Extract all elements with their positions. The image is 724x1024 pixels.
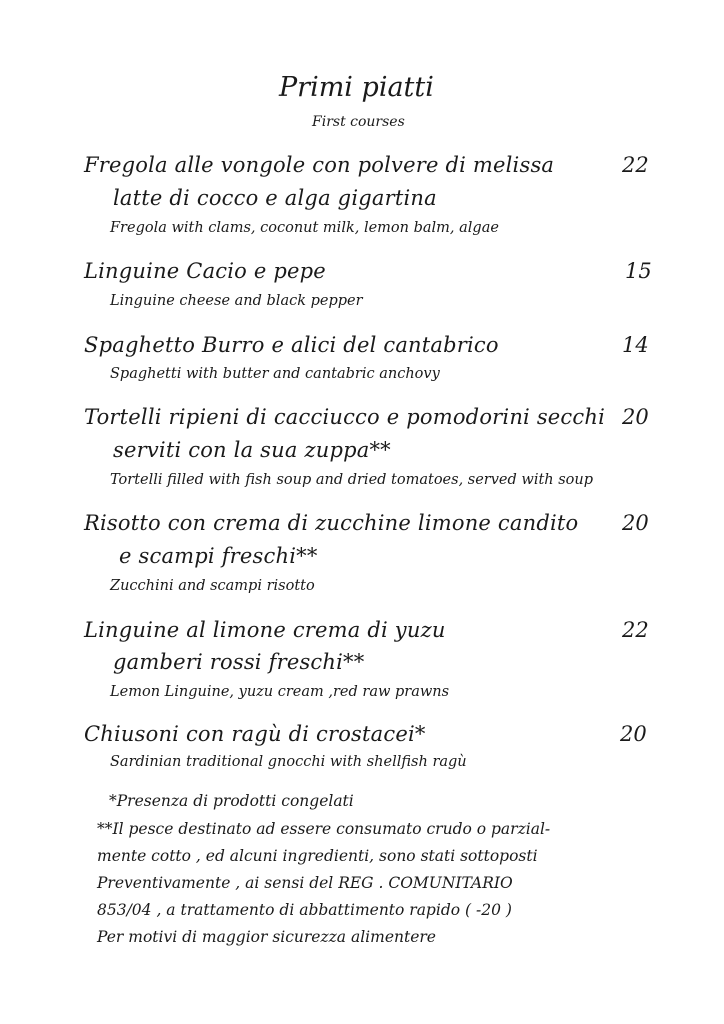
dish-translation: Sardinian traditional gnocchi with shellfish ragù <box>110 754 467 770</box>
note-line: Per motivi di maggior sicurezza alimentere <box>97 928 436 946</box>
note-line: **Il pesce destinato ad essere consumato crudo o parzial- <box>97 820 551 838</box>
dish-name-line: gamberi rossi freschi** <box>113 650 365 674</box>
dish-translation: Zucchini and scampi risotto <box>110 578 315 594</box>
dish-price: 20 <box>620 722 647 746</box>
dish-price: 14 <box>622 333 649 357</box>
dish-name-line: e scampi freschi** <box>119 544 318 568</box>
dish-name-line: Risotto con crema di zucchine limone candito <box>84 511 579 535</box>
note-line: Preventivamente , ai sensi del REG . COMUNITARIO <box>97 874 513 892</box>
page-title: Primi piatti <box>279 72 434 103</box>
dish-translation: Lemon Linguine, yuzu cream ,red raw prawns <box>110 684 450 700</box>
dish-translation: Fregola with clams, coconut milk, lemon balm, algae <box>110 220 499 236</box>
dish-name-line: latte di cocco e alga gigartina <box>113 186 437 210</box>
dish-price: 20 <box>622 511 649 535</box>
note-line: mente cotto , ed alcuni ingredienti, sono stati sottoposti <box>97 847 538 865</box>
dish-price: 20 <box>622 405 649 429</box>
dish-translation: Tortelli filled with fish soup and dried tomatoes, served with soup <box>110 472 594 488</box>
dish-name-line: Linguine al limone crema di yuzu <box>84 618 446 642</box>
dish-price: 22 <box>622 153 649 177</box>
dish-name-line: Tortelli ripieni di cacciucco e pomodorini secchi <box>84 405 605 429</box>
dish-name-line: Fregola alle vongole con polvere di melissa <box>84 153 555 177</box>
dish-price: 22 <box>622 618 649 642</box>
dish-name-line: Linguine Cacio e pepe <box>84 259 326 283</box>
dish-price: 15 <box>625 259 652 283</box>
dish-name-line: Chiusoni con ragù di crostacei* <box>84 722 426 746</box>
dish-name-line: Spaghetto Burro e alici del cantabrico <box>84 333 499 357</box>
dish-translation: Spaghetti with butter and cantabric anchovy <box>110 366 440 382</box>
note-line: 853/04 , a trattamento di abbattimento rapido ( -20 ) <box>97 901 512 919</box>
note-line: *Presenza di prodotti congelati <box>109 792 354 810</box>
page-subtitle: First courses <box>312 114 405 130</box>
dish-name-line: serviti con la sua zuppa** <box>113 438 391 462</box>
dish-translation: Linguine cheese and black pepper <box>110 293 363 309</box>
